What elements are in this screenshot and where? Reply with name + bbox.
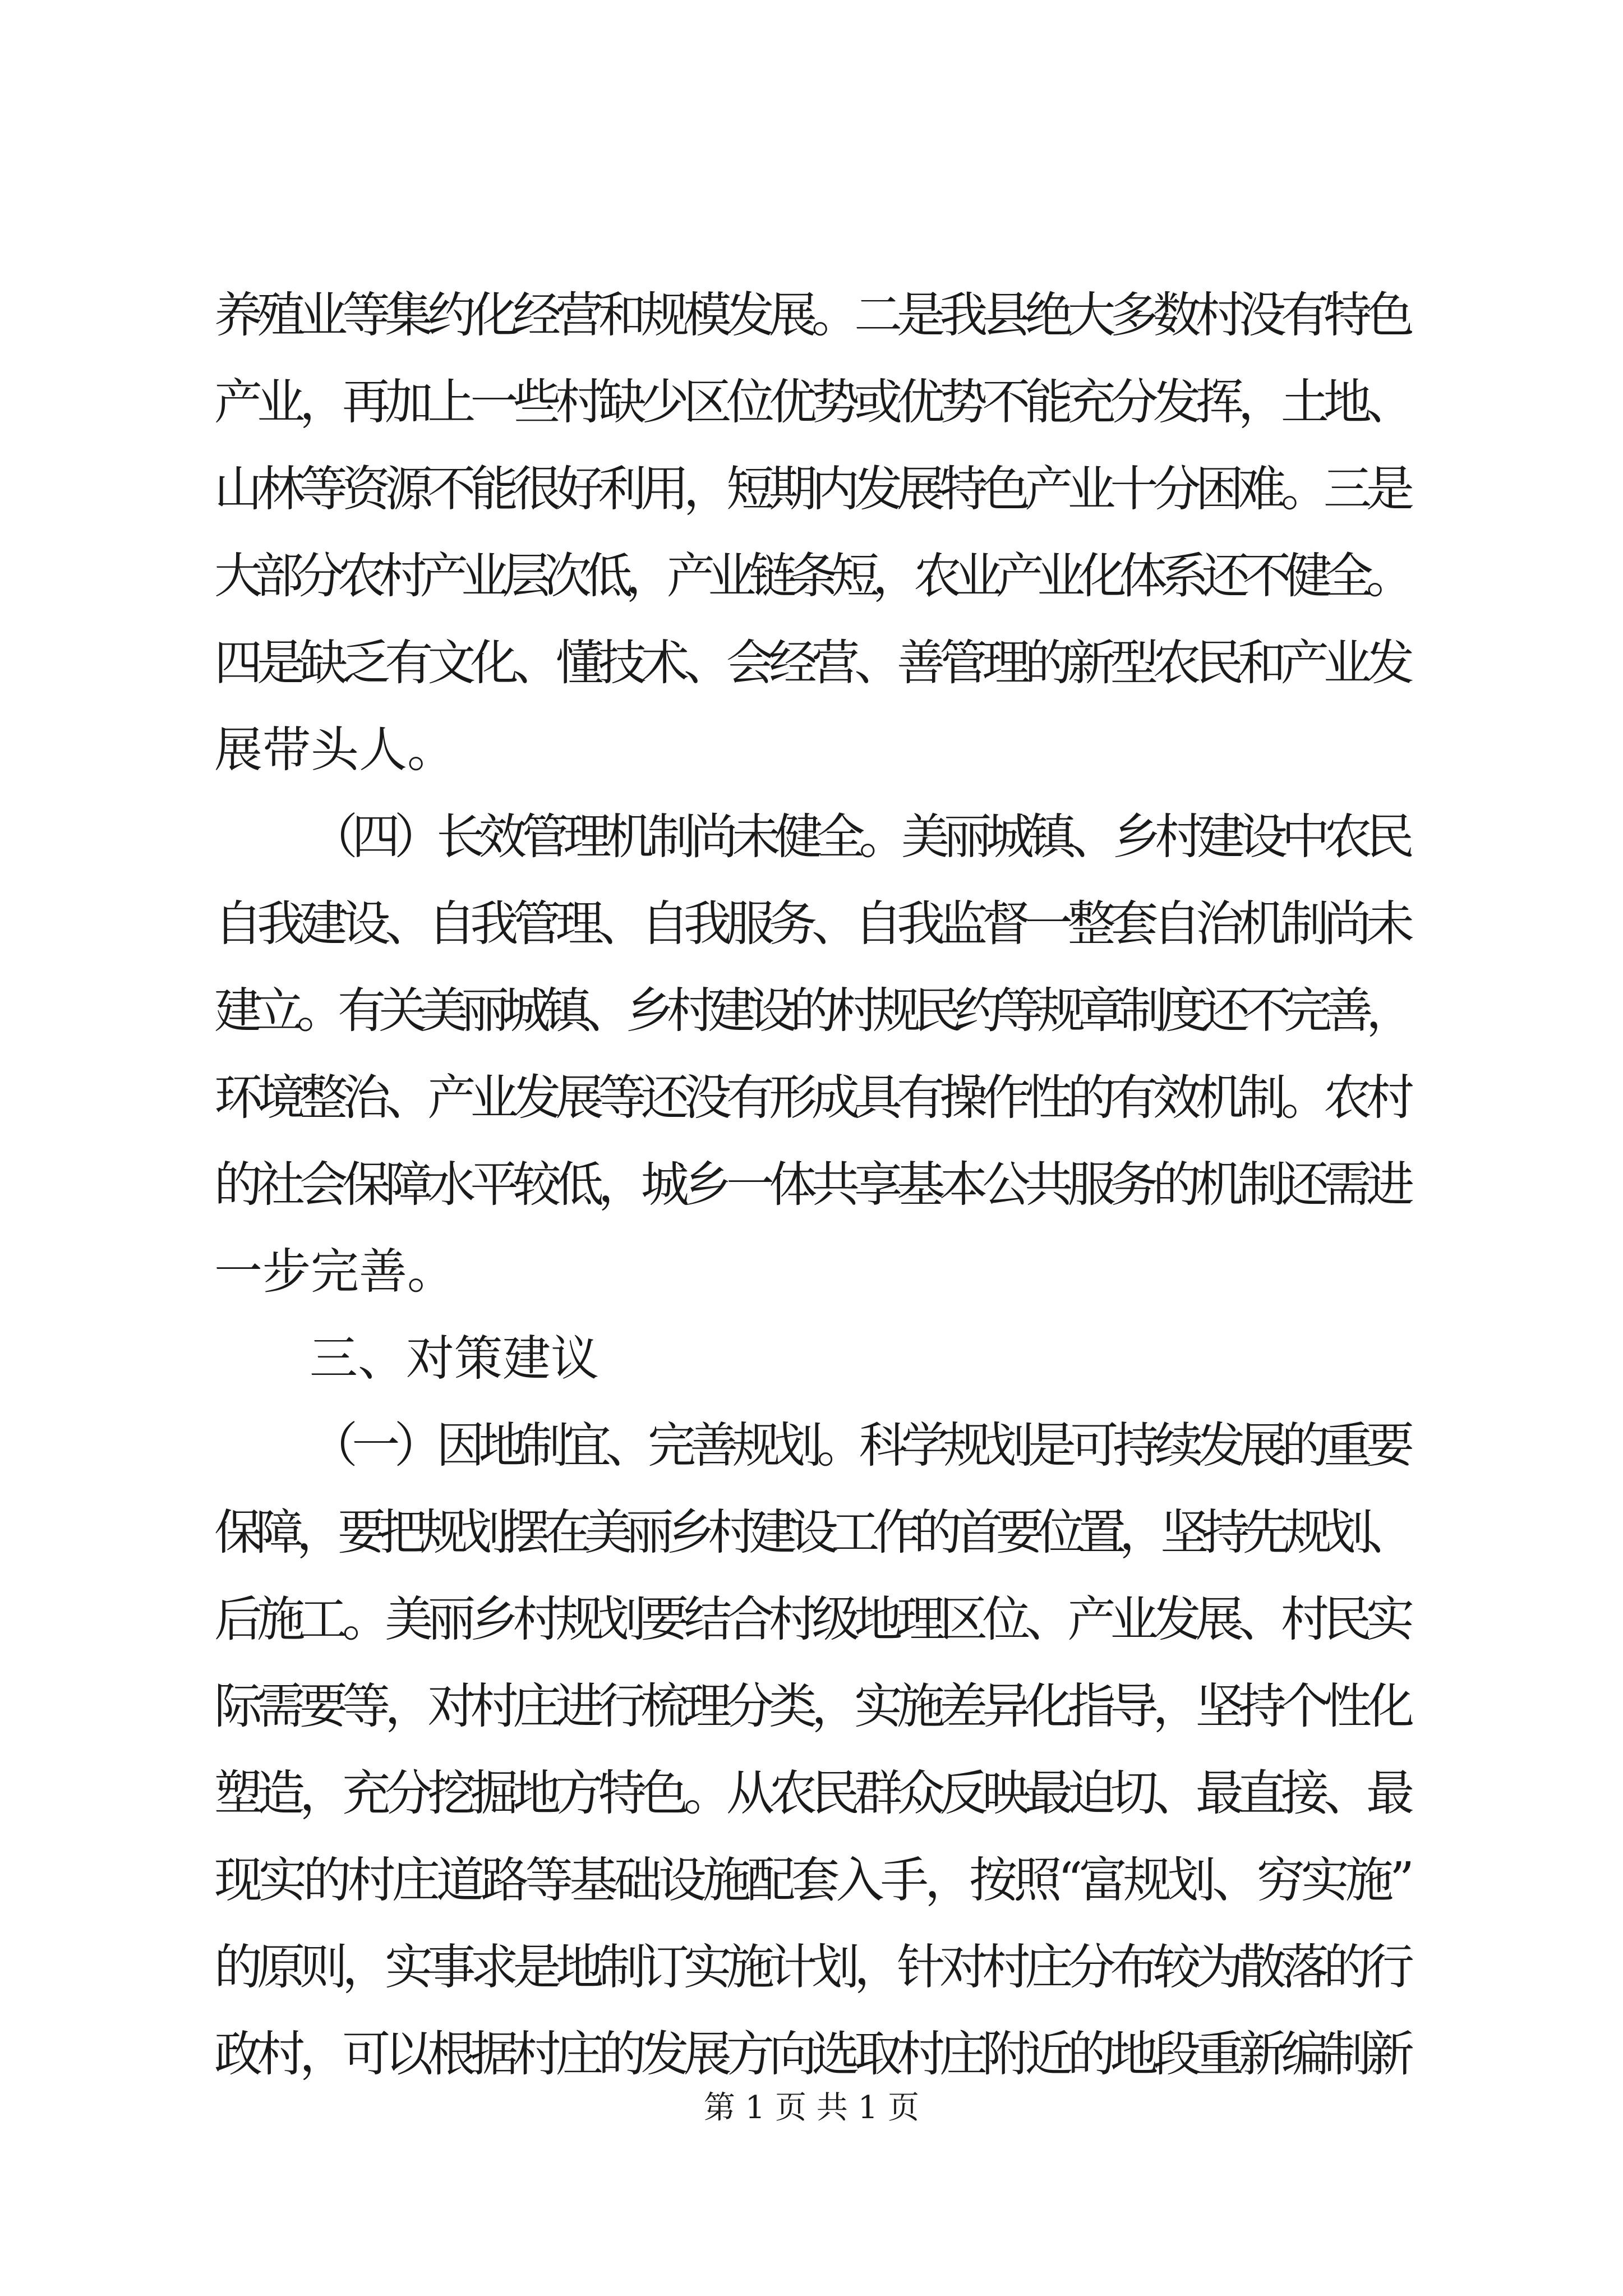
text-line-3: 山林等资源不能很好利用，短期内发展特色产业十分困难。三是	[214, 461, 1409, 517]
text-line-9: 建立。有关美丽城镇、乡村建设的村规民约等规章制度还不完善，	[214, 983, 1408, 1039]
paragraph-heading-1: （一）因地制宜、完善规划。科学规划是可持续发展的重要	[310, 1418, 1409, 1474]
text-line-4: 大部分农村产业层次低，产业链条短，农业产业化体系还不健全。	[214, 548, 1408, 604]
text-line-17: 际需要等，对村庄进行梳理分类，实施差异化指导，坚持个性化	[214, 1678, 1409, 1734]
section-heading-3: 三、对策建议	[310, 1331, 599, 1387]
text-line-18: 塑造，充分挖掘地方特色。从农民群众反映最迫切、最直接、最	[214, 1765, 1409, 1821]
text-line-10: 环境整治、产业发展等还没有形成具有操作性的有效机制。农村	[214, 1070, 1409, 1126]
text-line-8: 自我建设、自我管理、自我服务、自我监督一整套自治机制尚未	[214, 896, 1409, 952]
text-line-11: 的社会保障水平较低，城乡一体共享基本公共服务的机制还需进	[214, 1157, 1409, 1213]
text-line-21: 政村，可以根据村庄的发展方向选取村庄附近的地段重新编制新	[214, 2026, 1409, 2082]
text-line-5: 四是缺乏有文化、懂技术、会经营、善管理的新型农民和产业发	[214, 635, 1409, 691]
text-line-2: 产业，再加上一些村缺少区位优势或优势不能充分发挥，土地、	[214, 374, 1409, 430]
text-line-20: 的原则，实事求是地制订实施计划，针对村庄分布较为散落的行	[214, 1939, 1409, 1995]
text-line-1: 养殖业等集约化经营和规模发展。二是我县绝大多数村没有特色	[214, 287, 1409, 343]
paragraph-heading-4: （四）长效管理机制尚未健全。美丽城镇、乡村建设中农民	[310, 809, 1409, 865]
text-line-19: 现实的村庄道路等基础设施配套入手，按照“富规划、穷实施”	[214, 1852, 1411, 1908]
page-footer: 第 1 页 共 1 页	[703, 2090, 920, 2126]
text-line-15: 保障，要把规划摆在美丽乡村建设工作的首要位置，坚持先规划、	[214, 1504, 1408, 1561]
text-line-12: 一步完善。	[214, 1244, 455, 1300]
text-line-6: 展带头人。	[214, 722, 455, 778]
text-line-16: 后施工。美丽乡村规划要结合村级地理区位、产业发展、村民实	[214, 1591, 1409, 1648]
